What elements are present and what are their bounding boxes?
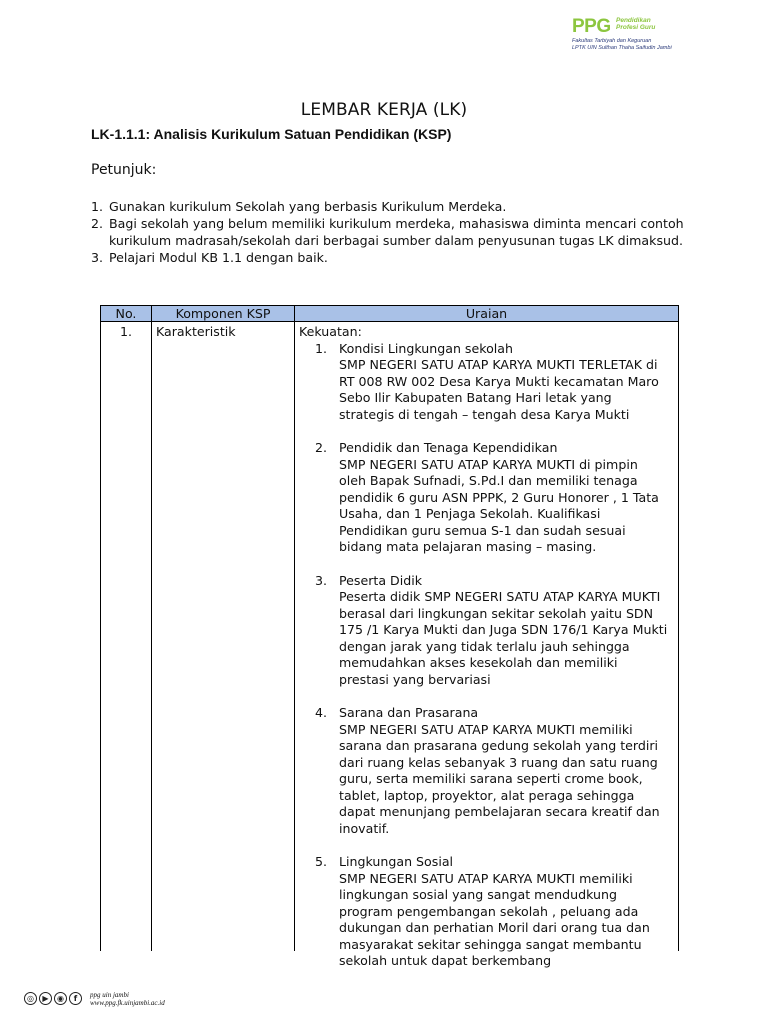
instruction-text: Pelajari Modul KB 1.1 dengan baik.: [109, 250, 328, 265]
strength-list: [299, 341, 674, 970]
item-heading: Peserta Didik: [339, 572, 423, 588]
logo-tagline: Pendidikan Profesi Guru: [616, 17, 656, 31]
item-body: Peserta didik SMP NEGERI SATU ATAP KARYA MUKTI berasal dari lingkungan sekitar sekolah yaitu SDN 175 /1 Karya Mukti dan Juga SDN 176/1 Karya Mukti dengan jarak yang tidak terlalu jauh sehingga memudahkan akses kesekolah dan memiliki prestasi yang bervariasi: [339, 589, 668, 687]
list-item: [315, 854, 668, 970]
instructions-list: [91, 198, 691, 266]
facebook-icon[interactable]: f: [69, 992, 82, 1005]
item-number: 4.: [315, 705, 328, 720]
column-header-no: No.: [101, 306, 152, 322]
list-item: [315, 572, 668, 689]
globe-icon[interactable]: ◎: [24, 992, 37, 1005]
instruction-text: Gunakan kurikulum Sekolah yang berbasis Kurikulum Merdeka.: [109, 199, 507, 214]
list-item: [315, 340, 668, 424]
logo-line-2: LPTK UIN Sulthan Thaha Saifudin Jambi: [572, 45, 672, 51]
table-header-row: [101, 306, 679, 322]
instagram-icon[interactable]: ◉: [54, 992, 67, 1005]
logo-institution: [572, 38, 672, 52]
table-row: [101, 322, 679, 952]
instruction-text: Bagi sekolah yang belum memiliki kurikulum merdeka, mahasiswa diminta mencari contoh kurikulum madrasah/sekolah dari berbagai sumber dalam penyusunan tugas LK dimaksud.: [109, 216, 684, 248]
instruction-item: [91, 215, 691, 249]
ksp-analysis-table: [100, 305, 679, 968]
youtube-icon[interactable]: ▶: [39, 992, 52, 1005]
logo-word: PPG: [572, 16, 611, 37]
item-body: SMP NEGERI SATU ATAP KARYA MUKTI di pimpin oleh Bapak Sufnadi, S.Pd.I dan memiliki tenaga pendidik 6 guru ASN PPPK, 2 Guru Honorer , 1 Tata Usaha, dan 1 Penjaga Sekolah. Kualifikasi Pendidikan guru semua S-1 dan sudah sesuai bidang mata pelajaran masing – masing.: [339, 456, 659, 554]
item-number: 3.: [315, 572, 328, 588]
item-heading: Lingkungan Sosial: [339, 854, 454, 869]
instruction-number: 2.: [91, 216, 104, 231]
page-title: LEMBAR KERJA (LK): [300, 100, 468, 120]
instruction-number: 3.: [91, 250, 104, 265]
worksheet-subtitle: LK-1.1.1: Analisis Kurikulum Satuan Pendidikan (KSP): [91, 126, 452, 142]
instruction-item: [91, 249, 691, 266]
column-header-uraian: Uraian: [295, 306, 679, 322]
ppg-logo: [572, 16, 682, 54]
logo-line-1: Fakultas Tarbiyah dan Keguruan: [572, 38, 652, 44]
item-body: SMP NEGERI SATU ATAP KARYA MUKTI memiliki lingkungan sosial yang sangat mendudkung program pengembangan sekolah , peluang ada dukungan dan perhatian Moril dari orang tua dan masyarakat sekitar sehingga sangat membantu sekolah untuk dapat berkembang: [339, 870, 650, 968]
item-number: 2.: [315, 440, 328, 455]
list-item: [315, 440, 668, 556]
item-heading: Sarana dan Prasarana: [339, 705, 479, 720]
item-body: SMP NEGERI SATU ATAP KARYA MUKTI memiliki sarana dan prasarana gedung sekolah yang terdiri dari ruang kelas sebanyak 3 ruang dan satu ruang guru, serta memiliki sarana seperti crome book, tablet, laptop, proyektor, alat peraga sehingga dapat menunjang pembelajaran secara kreatif dan inovatif.: [339, 721, 660, 836]
item-heading: Kondisi Lingkungan sekolah: [339, 340, 513, 356]
list-item: [315, 705, 668, 837]
row-number: 1.: [101, 322, 152, 952]
footer: [24, 990, 224, 1010]
instruction-item: [91, 198, 691, 215]
item-body: SMP NEGERI SATU ATAP KARYA MUKTI TERLETAK di RT 008 RW 002 Desa Karya Mukti kecamatan Maro Sebo Ilir Kabupaten Batang Hari letak yang strategis di tengah – tengah desa Karya Mukti: [339, 357, 659, 422]
row-description: [295, 322, 679, 968]
item-heading: Pendidik dan Tenaga Kependidikan: [339, 440, 558, 455]
item-number: 5.: [315, 854, 328, 869]
footer-contact: [90, 991, 165, 1007]
footer-website[interactable]: www.ppg.fk.uinjambi.ac.id: [90, 999, 165, 1007]
item-number: 1.: [315, 340, 328, 356]
footer-account: ppg uin jambi: [90, 991, 129, 999]
instruction-number: 1.: [91, 199, 104, 214]
section-label: Kekuatan:: [299, 324, 362, 339]
column-header-komponen: Komponen KSP: [152, 306, 295, 322]
row-component: Karakteristik: [152, 322, 295, 952]
instructions-label: Petunjuk:: [91, 162, 157, 178]
